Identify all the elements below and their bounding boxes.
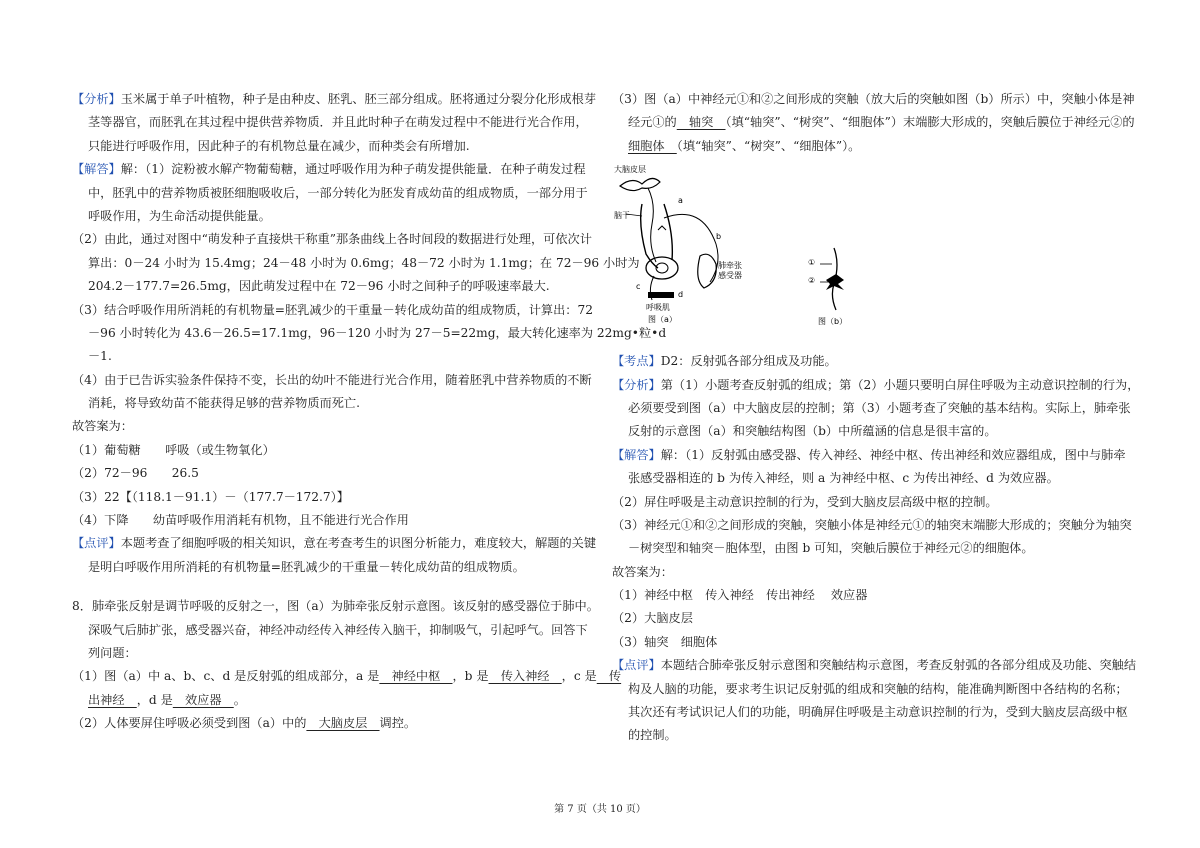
solution-line: （3）神经元①和②之间形成的突触，突触小体是神经元①的轴突末端膨大形成的；突触分为轴突	[612, 517, 1132, 532]
comment-line: 的控制。	[628, 728, 677, 743]
label-c: c	[636, 282, 641, 292]
question-8-part-3: 细胞体 （填“轴突”、“树突”、“细胞体”）。	[628, 138, 861, 153]
neuron-2-label: ②	[808, 276, 816, 286]
answer-blank: 细胞体	[628, 138, 677, 153]
solution-line: 中，胚乳中的营养物质被胚细胞吸收后，一部分转化为胚发育成幼苗的组成物质，一部分用于	[88, 185, 588, 200]
question-8-stem: 列问题：	[88, 645, 137, 660]
analysis-line: 茎等器官，而胚乳在其过程中提供营养物质．并且此时种子在萌发过程中不能进行光合作用，	[88, 115, 588, 130]
answer-header: 故答案为：	[72, 419, 133, 434]
comment-line: 【点评】本题考查了细胞呼吸的相关知识，意在考查考生的识图分析能力，难度较大，解题的关键	[72, 536, 597, 551]
answer-header: 故答案为：	[612, 564, 673, 579]
brainstem-label: 脑干	[614, 211, 630, 221]
muscle-label: 呼吸肌	[646, 303, 670, 313]
answer-line: （3）22【（118.1－91.1）－（177.7－172.7）】	[72, 489, 349, 504]
label-a: a	[678, 196, 683, 206]
cortex-shape	[620, 179, 660, 191]
answer-blank: 神经中枢	[379, 669, 453, 684]
label-b: b	[716, 232, 722, 242]
receptor-label: 肺牵张	[718, 261, 742, 271]
solution-line: 【解答】解：（1）淀粉被水解产物葡萄糖，通过呼吸作用为种子萌发提供能量．在种子萌发过程	[72, 162, 586, 177]
question-8-part-1: 出神经 ，d 是 效应器 。	[88, 692, 246, 707]
descending-pathway	[648, 188, 656, 262]
answer-blank: 效应器	[172, 692, 234, 707]
solution-tag: 【解答】	[72, 162, 121, 177]
solution-line: 消耗，将导致幼苗不能获得足够的营养物质而死亡.	[88, 396, 360, 411]
answer-line: （1）葡萄糖 呼吸（或生物氧化）	[72, 442, 275, 457]
analysis-line: 只能进行呼吸作用，因此种子的有机物总量在减少，而种类会有所增加.	[88, 138, 470, 153]
answer-blank: 传	[596, 669, 622, 684]
answer-blank: 传入神经	[488, 669, 562, 684]
answer-line: （2）大脑皮层	[612, 611, 693, 626]
question-8-stem: 8．肺牵张反射是调节呼吸的反射之一，图（a）为肺牵张反射示意图。该反射的感受器位于肺中。	[72, 599, 599, 614]
solution-line: 【解答】解：（1）反射弧由感受器、传入神经、神经中枢、传出神经和效应器组成，图中与肺牵	[612, 447, 1126, 462]
question-8-part-1: （1）图（a）中 a、b、c、d 是反射弧的组成部分，a 是 神经中枢 ，b 是 传入神经 ，c 是 传	[72, 669, 622, 684]
analysis-tag: 【分析】	[72, 92, 121, 106]
analysis-tag: 【分析】	[612, 377, 661, 392]
synapse-mark	[658, 226, 666, 230]
question-8-stem: 深吸气后肺扩张，感受器兴奋，神经冲动经传入神经传入脑干，抑制吸气，引起呼气。回答下	[88, 622, 588, 637]
synapse-shape	[826, 274, 844, 290]
answer-blank: 出神经	[88, 692, 137, 707]
receptor-label: 感受器	[718, 271, 742, 281]
answer-blank: 大脑皮层	[306, 716, 380, 731]
analysis-line: 【分析】第（1）小题考查反射弧的组成；第（2）小题只要明白屏住呼吸为主动意识控制的行为，	[612, 377, 1140, 392]
respiratory-muscle	[648, 292, 674, 298]
answer-blank: 轴突	[676, 115, 726, 130]
solution-line: （2）屏住呼吸是主动意识控制的行为，受到大脑皮层高级中枢的控制。	[612, 494, 998, 509]
label-d: d	[678, 290, 684, 300]
spinal-cord	[646, 257, 678, 279]
solution-line: －96 小时转化为 43.6－26.5=17.1mg，96－120 小时为 27－5=22mg，最大转化速率为 22mg•粒•d	[88, 325, 667, 340]
answer-line: （3）轴突 细胞体	[612, 634, 718, 649]
solution-line: （2）由此，通过对图中“萌发种子直接烘干称重”那条曲线上各时间段的数据进行处理，可依次计	[72, 232, 592, 247]
comment-line: 【点评】本题结合肺牵张反射示意图和突触结构示意图，考查反射弧的各部分组成及功能、突触结	[612, 658, 1137, 673]
analysis-line: 反射的示意图（a）和突触结构图（b）中所蕴涵的信息是很丰富的。	[628, 424, 997, 439]
caption-b: 图（b）	[818, 317, 848, 327]
answer-line: （1）神经中枢 传入神经 传出神经 效应器	[612, 588, 868, 603]
caption-a: 图（a）	[648, 315, 677, 325]
solution-line: （4）由于已告诉实验条件保持不变，长出的幼叶不能进行光合作用，随着胚乳中营养物质的不断	[72, 372, 592, 387]
solution-line: 呼吸作用，为生命活动提供能量。	[88, 208, 271, 223]
comment-line: 构及人脑的功能，要求考生识记反射弧的组成和突触的结构，能准确判断图中各结构的名称；	[628, 681, 1128, 696]
brainstem-edge	[664, 204, 672, 260]
right-column	[612, 88, 1140, 748]
solution-line: （3）结合呼吸作用所消耗的有机物量=胚乳减少的干重量－转化成幼苗的组成物质，计算出：72	[72, 302, 593, 317]
solution-line: 张感受器相连的 b 为传入神经，则 a 为神经中枢、c 为传出神经、d 为效应器。	[628, 471, 1059, 486]
lung-shape	[698, 254, 717, 288]
solution-line: 204.2－177.7=26.5mg，因此萌发过程中在 72－96 小时之间种子的呼吸速率最大.	[88, 279, 550, 294]
reflex-figure	[612, 164, 1127, 344]
solution-line: －1.	[88, 349, 112, 364]
analysis-line: 【分析】玉米属于单子叶植物，种子是由种皮、胚乳、胚三部分组成。胚将通过分裂分化形成根芽	[72, 92, 597, 106]
neuron-1-label: ①	[808, 258, 816, 268]
answer-line: （2）72－96 26.5	[72, 466, 199, 481]
point-line: 【考点】D2：反射弧各部分组成及功能。	[612, 354, 837, 369]
comment-line: 其次还有考试识记人们的功能，明确屏住呼吸是主动意识控制的行为，受到大脑皮层高级中枢	[628, 705, 1128, 720]
question-8-part-2: （2）人体要屏住呼吸必须受到图（a）中的 大脑皮层 调控。	[72, 716, 417, 731]
question-8-part-3: （3）图（a）中神经元①和②之间形成的突触（放大后的突触如图（b）所示）中，突触小体是神	[612, 92, 1135, 106]
analysis-line: 必须要受到图（a）中大脑皮层的控制；第（3）小题考查了突触的基本结构。实际上，肺牵张	[628, 400, 1131, 415]
comment-line: 是明白呼吸作用所消耗的有机物量=胚乳减少的干重量－转化成幼苗的组成物质。	[88, 559, 525, 574]
page-footer: 第 7 页（共 10 页）	[554, 804, 646, 815]
answer-line: （4）下降 幼苗呼吸作用消耗有机物，且不能进行光合作用	[72, 513, 409, 528]
solution-line: 算出：0－24 小时为 15.4mg；24－48 小时为 0.6mg；48－72 小时为 1.1mg；在 72－96 小时为	[88, 255, 640, 270]
solution-tag: 【解答】	[612, 447, 661, 462]
solution-line: －树突型和轴突－胞体型，由图 b 可知，突触后膜位于神经元②的细胞体。	[628, 541, 1034, 556]
question-8-part-3: 经元①的 轴突 （填“轴突”、“树突”、“细胞体”）末端膨大形成的，突触后膜位于神经元②的	[628, 115, 1135, 130]
comment-tag: 【点评】	[72, 536, 121, 551]
comment-tag: 【点评】	[612, 658, 661, 673]
point-tag: 【考点】	[612, 354, 661, 369]
cortex-label: 大脑皮层	[614, 165, 646, 175]
